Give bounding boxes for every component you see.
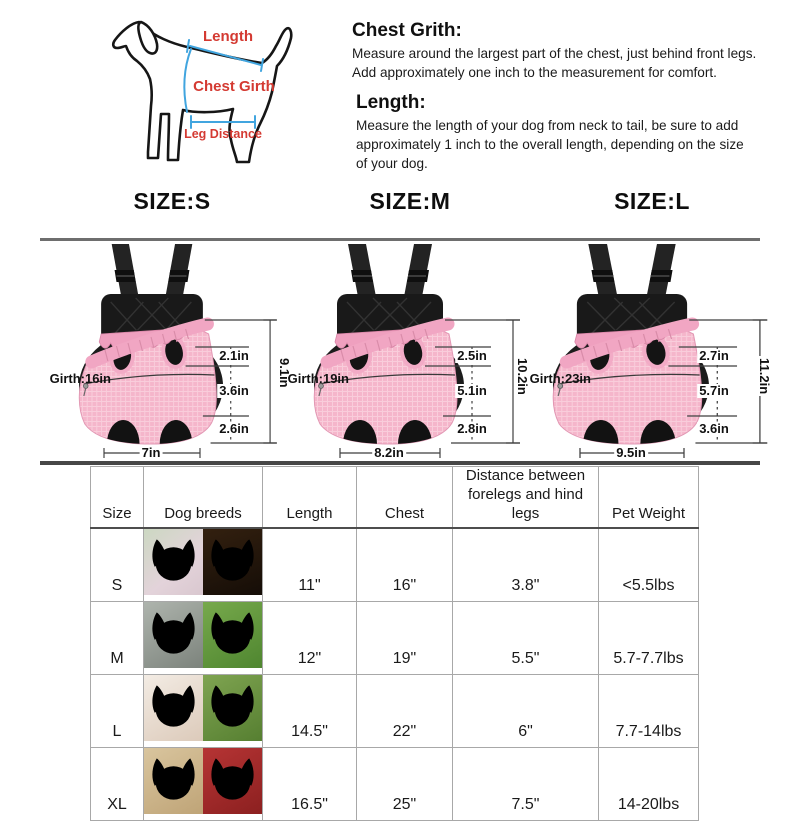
distance-cell: 3.8" [453,528,599,602]
pomeranian-photo [203,602,262,668]
table-row-s [91,528,699,602]
size-cell: M [91,602,144,675]
breed-photos [144,675,262,741]
length-cell: 16.5" [263,748,357,821]
length-cell: 14.5" [263,675,357,748]
breeds-cell [144,528,263,602]
chest-cell: 22" [357,675,453,748]
weight-cell: 14-20lbs [599,748,699,821]
breed-photos [144,529,262,595]
header-pet-weight: Pet Weight [599,467,699,529]
lower-segment-label: 3.6in [699,421,729,436]
dog-measurement-diagram [95,10,310,172]
bottom-width-label: 7in [141,445,161,460]
distance-cell: 5.5" [453,602,599,675]
schnauzer-photo [203,675,262,741]
header-chest: Chest [357,467,453,529]
header-dog-breeds: Dog breeds [144,467,263,529]
backpack-illustration [47,244,297,462]
distance-cell: 6" [453,675,599,748]
chest-cell: 19" [357,602,453,675]
total-height-label: 9.1in [277,358,292,388]
size-m-title: SIZE:M [369,188,451,214]
header-distance-line2: forelegs and hind legs [467,485,584,522]
backpack-illustration [527,244,777,462]
length-instructions: Measure the length of your dog from neck to tail, be sure to add approximately 1 inch to the overall length, depending on the size of your dog. [356,117,744,172]
breed-photos [144,602,262,668]
leg-distance-arrow-label: Leg Distance [184,127,262,141]
size-chart-table [90,466,699,821]
middle-segment-label: 5.7in [699,383,729,398]
breeds-cell [144,748,263,821]
upper-segment-label: 2.7in [699,348,729,363]
length-arrow-label: Length [203,28,253,45]
bichon-frise-photo [203,748,262,814]
size-m-backpack-diagram [285,244,535,462]
distance-cell: 7.5" [453,748,599,821]
middle-segment-label: 5.1in [457,383,487,398]
header-distance-line1: Distance between [465,467,586,484]
weight-cell: <5.5lbs [599,528,699,602]
chest-girth-instructions: Measure around the largest part of the chest, just behind front legs. Add approximately one inch to the measurement for comfort. [352,46,757,81]
total-height-label: 10.2in [515,358,530,395]
breed-photos [144,748,262,814]
header-size: Size [91,467,144,529]
size-cell: L [91,675,144,748]
header-distance [453,467,599,529]
toy-poodle-photo [144,602,203,668]
maltese-puppy-photo [144,529,203,595]
backpack-illustration [285,244,535,462]
measuring-instructions [352,20,784,182]
corgi-photo [144,675,203,741]
size-cell: XL [91,748,144,821]
girth-label: Girth:16in [49,371,111,386]
middle-segment-label: 3.6in [219,383,249,398]
girth-label: Girth:23in [529,371,591,386]
girth-label: Girth:19in [287,371,349,386]
white-poodle-photo [144,748,203,814]
breeds-cell [144,675,263,748]
weight-cell: 5.7-7.7lbs [599,602,699,675]
chest-cell: 16" [357,528,453,602]
size-s-title: SIZE:S [133,188,211,214]
weight-cell: 7.7-14lbs [599,675,699,748]
chest-girth-heading: Chest Grith: [352,20,462,41]
header-length: Length [263,467,357,529]
table-row-m [91,602,699,675]
size-cell: S [91,528,144,602]
breeds-cell [144,602,263,675]
length-heading: Length: [356,91,426,113]
length-cell: 12" [263,602,357,675]
bottom-width-label: 8.2in [374,445,404,460]
chest-girth-arrow-label: Chest Girth [193,78,275,95]
total-height-label: 11.2in [757,358,772,395]
table-row-l [91,675,699,748]
chihuahua-photo [203,529,262,595]
lower-segment-label: 2.6in [219,421,249,436]
size-l-backpack-diagram [527,244,777,462]
bottom-width-label: 9.5in [616,445,646,460]
table-header-row [91,467,699,529]
separator-line-top [40,238,760,241]
upper-segment-label: 2.5in [457,348,487,363]
size-s-backpack-diagram [47,244,297,462]
size-l-title: SIZE:L [614,188,690,214]
upper-segment-label: 2.1in [219,348,249,363]
chest-cell: 25" [357,748,453,821]
length-cell: 11" [263,528,357,602]
lower-segment-label: 2.8in [457,421,487,436]
table-row-xl [91,748,699,821]
